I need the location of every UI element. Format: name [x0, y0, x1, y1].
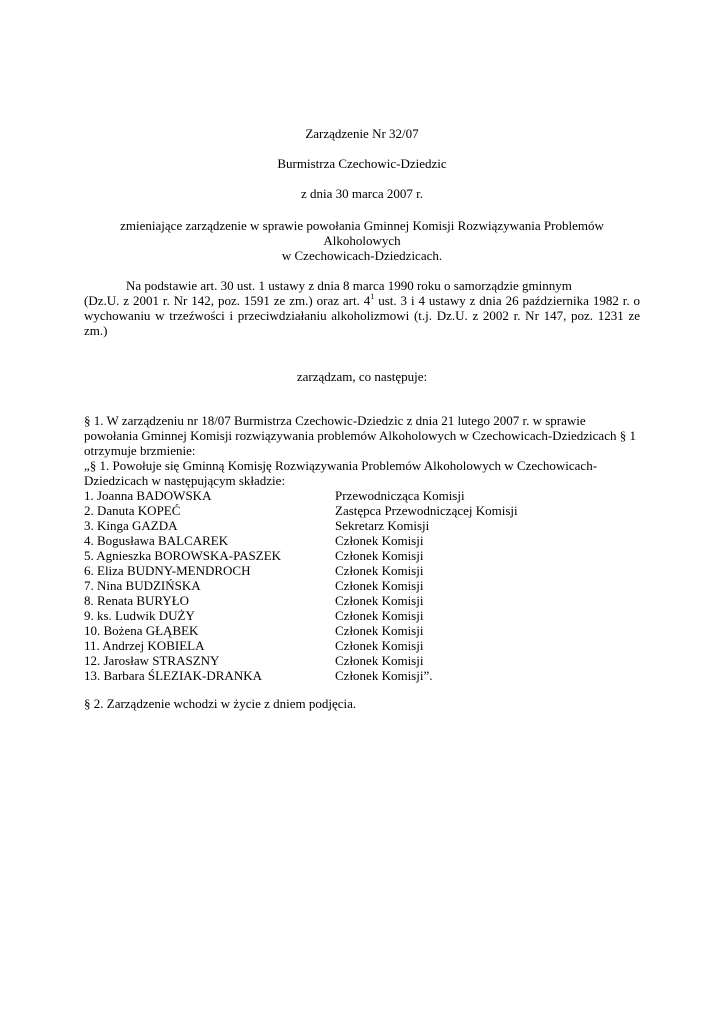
- member-role: Członek Komisji: [335, 593, 424, 608]
- member-name: 13. Barbara ŚLEZIAK-DRANKA: [84, 668, 262, 683]
- member-name: 12. Jarosław STRASZNY: [84, 653, 220, 668]
- member-role: Zastępca Przewodniczącej Komisji: [335, 503, 518, 518]
- document-date: z dnia 30 marca 2007 r.: [300, 186, 423, 201]
- member-row: [84, 608, 640, 623]
- member-name: 5. Agnieszka BOROWSKA-PASZEK: [84, 548, 282, 563]
- document-issuer: Burmistrza Czechowic-Dziedzic: [277, 156, 447, 171]
- member-row: [84, 563, 640, 578]
- section-1-line-5: Dziedzicach w następującym składzie:: [84, 473, 286, 488]
- legal-basis-line-3: wychowaniu w trzeźwości i przeciwdziałaniu alkoholizmowi (t.j. Dz.U. z 2002 r. Nr 147, poz. 1231 ze: [84, 308, 640, 323]
- member-name: 8. Renata BURYŁO: [84, 593, 190, 608]
- member-name: 4. Bogusława BALCAREK: [84, 533, 229, 548]
- member-row: [84, 518, 640, 533]
- subject-line-2: Alkoholowych: [323, 233, 401, 248]
- section-2: § 2. Zarządzenie wchodzi w życie z dniem podjęcia.: [84, 696, 357, 711]
- member-row: [84, 578, 640, 593]
- section-1-line-1: § 1. W zarządzeniu nr 18/07 Burmistrza Czechowic-Dziedzic z dnia 21 lutego 2007 r. w sprawie: [84, 413, 586, 428]
- member-role: Przewodnicząca Komisji: [335, 488, 465, 503]
- member-row: [84, 548, 640, 563]
- member-name: 7. Nina BUDZIŃSKA: [84, 578, 201, 593]
- member-row: [84, 668, 640, 683]
- member-row: [84, 503, 640, 518]
- member-name: 2. Danuta KOPEĆ: [84, 503, 181, 518]
- legal-basis-line-1: Na podstawie art. 30 ust. 1 ustawy z dnia 8 marca 1990 roku o samorządzie gminnym: [126, 278, 572, 293]
- member-role: Członek Komisji: [335, 563, 424, 578]
- member-role: Członek Komisji: [335, 548, 424, 563]
- subject-line-3: w Czechowicach-Dziedzicach.: [281, 248, 443, 263]
- member-name: 1. Joanna BADOWSKA: [84, 488, 212, 503]
- legal-basis-superscript: 1: [370, 291, 375, 301]
- member-role: Członek Komisji: [335, 623, 424, 638]
- decree-statement: zarządzam, co następuje:: [296, 369, 428, 384]
- member-row: [84, 623, 640, 638]
- member-row: [84, 488, 640, 503]
- section-1-line-4: „§ 1. Powołuje się Gminną Komisję Rozwiązywania Problemów Alkoholowych w Czechowicach-: [84, 458, 598, 473]
- section-1-line-3: otrzymuje brzmienie:: [84, 443, 196, 458]
- member-name: 10. Bożena GŁĄBEK: [84, 623, 199, 638]
- subject-line-1: zmieniające zarządzenie w sprawie powołania Gminnej Komisji Rozwiązywania Problemów: [120, 218, 604, 233]
- member-role: Członek Komisji: [335, 653, 424, 668]
- legal-basis-line-2-part2: ust. 3 i 4 ustawy z dnia 26 października 1982 r. o: [374, 293, 641, 308]
- member-role: Członek Komisji: [335, 533, 424, 548]
- member-row: [84, 593, 640, 608]
- member-role: Sekretarz Komisji: [335, 518, 430, 533]
- legal-basis-line-4: zm.): [84, 323, 108, 338]
- member-name: 9. ks. Ludwik DUŻY: [84, 608, 195, 623]
- member-role: Członek Komisji: [335, 578, 424, 593]
- member-name: 6. Eliza BUDNY-MENDROCH: [84, 563, 251, 578]
- member-name: 11. Andrzej KOBIELA: [84, 638, 205, 653]
- section-1-line-2: powołania Gminnej Komisji rozwiązywania problemów Alkoholowych w Czechowicach-Dziedzicach § 1: [84, 428, 636, 443]
- member-role: Członek Komisji: [335, 638, 424, 653]
- member-role: Członek Komisji”.: [335, 668, 433, 683]
- document-title: Zarządzenie Nr 32/07: [305, 126, 419, 141]
- member-role: Członek Komisji: [335, 608, 424, 623]
- member-row: [84, 653, 640, 668]
- member-row: [84, 638, 640, 653]
- member-row: [84, 533, 640, 548]
- legal-basis-line-2-part1: (Dz.U. z 2001 r. Nr 142, poz. 1591 ze zm.) oraz art. 4: [84, 293, 371, 308]
- member-name: 3. Kinga GAZDA: [84, 518, 178, 533]
- legal-basis-line-2: [84, 293, 640, 308]
